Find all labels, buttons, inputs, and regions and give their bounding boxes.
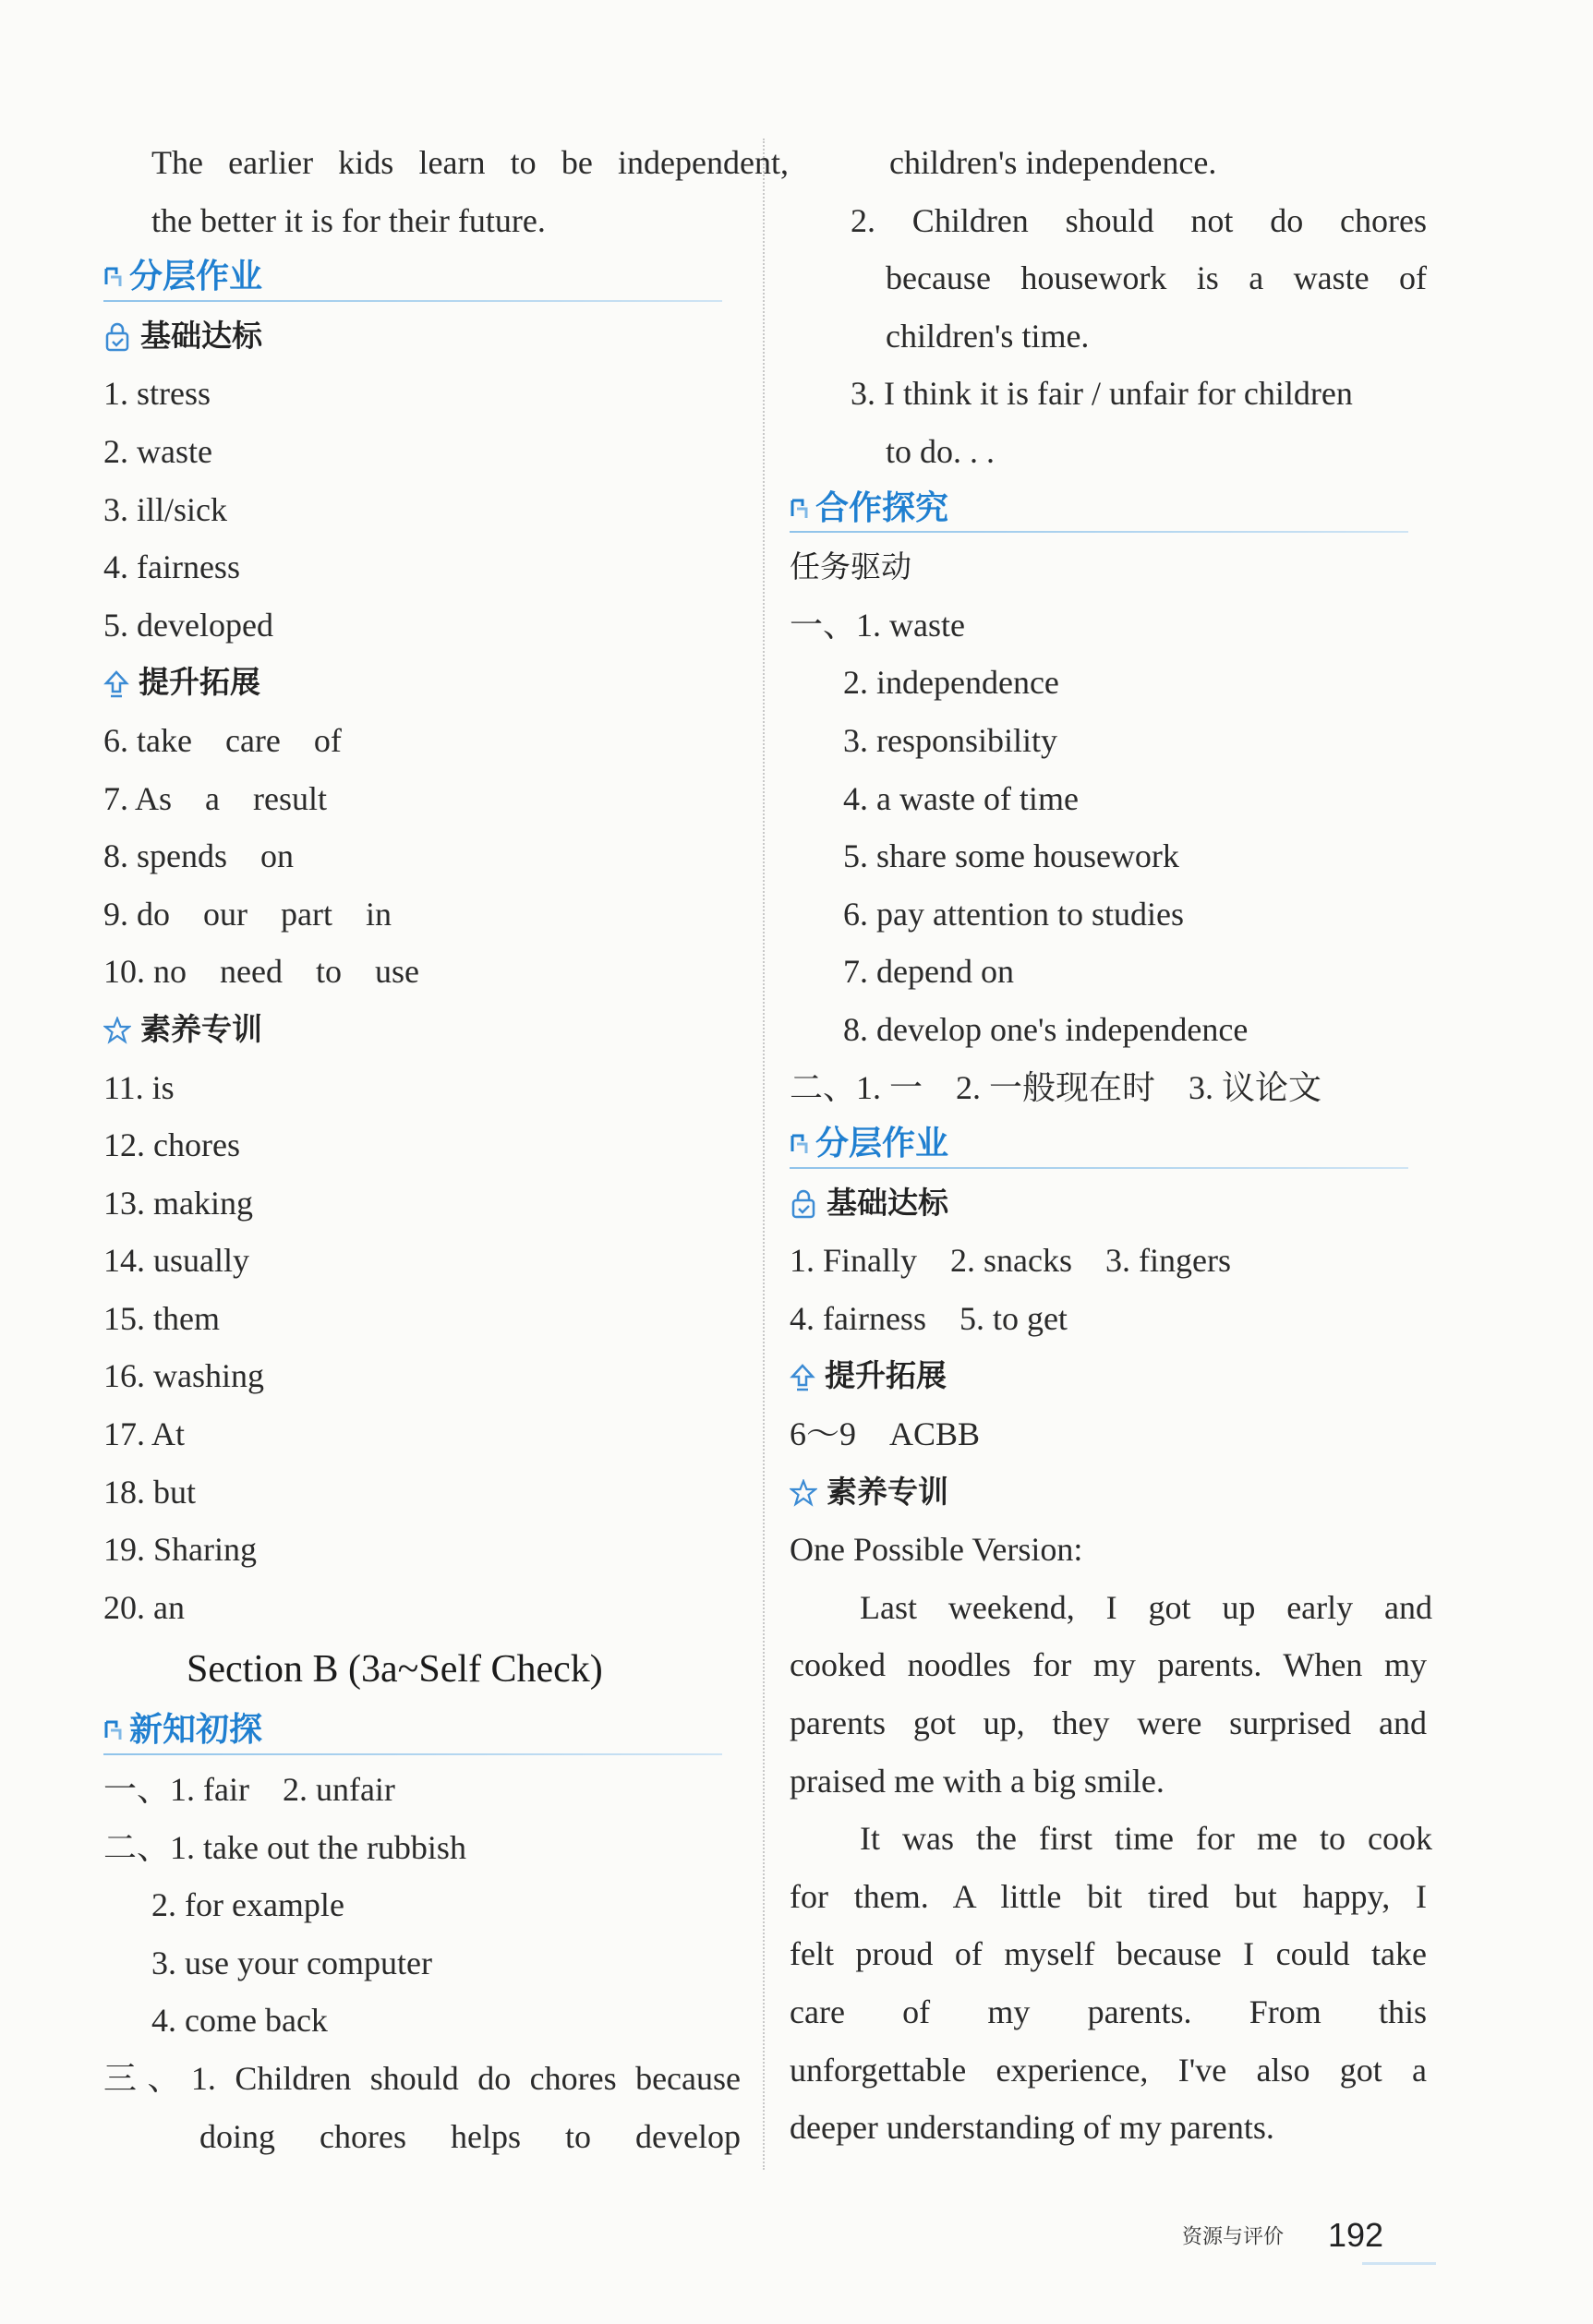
answer-item: children's independence. <box>889 144 1217 181</box>
answer-item: 1. stress <box>103 375 211 413</box>
section-rule <box>103 1753 722 1755</box>
bookmark-icon <box>103 266 124 290</box>
bookmark-icon <box>103 1719 124 1743</box>
answer-item: 1. Finally 2. snacks 3. fingers <box>790 1242 1231 1280</box>
answer-item: 18. but <box>103 1473 197 1511</box>
intro-line: the better it is for their future. <box>151 201 546 239</box>
essay-line: praised me with a big smile. <box>790 1762 1165 1800</box>
answer-item: 6. pay attention to studies <box>843 895 1184 933</box>
answer-item: 13. making <box>103 1184 253 1222</box>
answer-item: 6～9 ACBB <box>790 1415 981 1453</box>
answer-item: 2. Children should not do chores <box>851 201 1427 239</box>
answer-item: 12. chores <box>103 1126 240 1164</box>
answer-item: 8. spends on <box>103 837 294 875</box>
essay-line: It was the first time for me to cook <box>860 1820 1432 1858</box>
bookmark-icon <box>790 1133 810 1157</box>
arrow-up-icon <box>790 1363 815 1392</box>
answer-item: 3. use your computer <box>151 1944 432 1981</box>
answer-item: 二、1. take out the rubbish <box>103 1828 466 1866</box>
section-layered-homework <box>790 1116 1436 1174</box>
page-number: 192 <box>1328 2216 1384 2254</box>
right-column <box>790 134 1436 2157</box>
answer-item: 15. them <box>103 1299 220 1337</box>
lock-icon <box>790 1189 817 1219</box>
intro-line: The earlier kids learn to be independent, <box>151 144 789 181</box>
essay-heading: One Possible Version: <box>790 1531 1083 1569</box>
star-icon <box>790 1479 817 1507</box>
subhead-text: 基础达标 <box>140 317 262 354</box>
answer-item: 8. develop one's independence <box>843 1010 1249 1048</box>
answer-item: 4. come back <box>151 2002 328 2040</box>
subhead-literacy <box>790 1463 1436 1522</box>
subhead-text: 提升拓展 <box>825 1357 947 1394</box>
answer-item: 17. At <box>103 1415 186 1453</box>
essay-line: care of my parents. From this <box>790 1993 1427 2030</box>
section-title-text: 新知初探 <box>129 1711 263 1750</box>
section-rule <box>790 531 1408 533</box>
answer-item: 5. share some housework <box>843 837 1179 875</box>
answer-item: 4. fairness <box>103 548 240 586</box>
essay-line: for them. A little bit tired but happy, I <box>790 1877 1427 1915</box>
subhead-task: 任务驱动 <box>790 548 911 585</box>
section-title-text: 合作探究 <box>815 488 949 527</box>
answer-item: 2. for example <box>151 1886 344 1924</box>
answer-item: 4. fairness 5. to get <box>790 1299 1068 1337</box>
answer-item: children's time. <box>886 317 1090 355</box>
answer-item: 3. responsibility <box>843 721 1057 759</box>
subhead-basic <box>790 1174 1436 1233</box>
bookmark-icon <box>790 498 810 522</box>
subhead-text: 提升拓展 <box>139 664 260 701</box>
answer-item: 11. is <box>103 1068 175 1106</box>
answer-item: 5. developed <box>103 606 273 644</box>
section-rule <box>790 1167 1408 1169</box>
answer-item: 7. As a result <box>103 779 327 817</box>
answer-item: because housework is a waste of <box>886 259 1427 297</box>
arrow-up-icon <box>103 669 129 699</box>
section-title-text: 分层作业 <box>815 1125 949 1163</box>
section-layered-homework <box>103 249 750 307</box>
subhead-improve <box>790 1347 1436 1405</box>
answer-item: 4. a waste of time <box>843 779 1079 817</box>
page-footer <box>1182 2216 1383 2271</box>
essay-line: parents got up, they were surprised and <box>790 1704 1427 1742</box>
section-title-text: 分层作业 <box>129 258 263 296</box>
answer-item: 7. depend on <box>843 953 1014 991</box>
section-rule <box>103 300 722 302</box>
answer-item: doing chores helps to develop <box>199 2117 741 2155</box>
column-divider <box>763 138 765 2170</box>
answer-item: 三、1. Children should do chores because <box>103 2060 741 2097</box>
answer-item: 10. no need to use <box>103 953 419 991</box>
answer-item: 一、1. fair 2. unfair <box>103 1771 395 1809</box>
section-cooperative <box>790 481 1436 539</box>
answer-item: 一、1. waste <box>790 606 965 644</box>
answer-item: 3. ill/sick <box>103 490 227 528</box>
answer-item: 二、1. 一 2. 一般现在时 3. 议论文 <box>790 1068 1322 1106</box>
star-icon <box>103 1017 131 1044</box>
answer-item: 20. an <box>103 1588 185 1626</box>
answer-item: 2. waste <box>103 432 212 470</box>
essay-line: unforgettable experience, I've also got a <box>790 2051 1427 2089</box>
answer-item: 6. take care of <box>103 721 342 759</box>
essay-line: felt proud of myself because I could take <box>790 1935 1427 1973</box>
essay-line: cooked noodles for my parents. When my <box>790 1646 1427 1684</box>
answer-item: 3. I think it is fair / unfair for children <box>851 375 1353 413</box>
essay-line: deeper understanding of my parents. <box>790 2109 1274 2147</box>
answer-item: 2. independence <box>843 664 1059 702</box>
answer-item: 16. washing <box>103 1357 264 1395</box>
subhead-text: 素养专训 <box>827 1473 948 1510</box>
section-new-knowledge <box>103 1703 750 1761</box>
footer-label: 资源与评价 <box>1182 2225 1285 2249</box>
answer-item: to do. . . <box>886 432 996 470</box>
answer-item: 9. do our part in <box>103 895 392 933</box>
lock-icon <box>103 322 131 352</box>
subhead-text: 素养专训 <box>140 1010 262 1047</box>
answer-item: 19. Sharing <box>103 1531 257 1569</box>
subhead-text: 基础达标 <box>827 1184 948 1221</box>
page-number-underline <box>1362 2262 1436 2265</box>
subhead-improve <box>103 654 750 712</box>
subhead-literacy <box>103 1001 750 1059</box>
section-b-title: Section B (3a~Self Check) <box>187 1648 603 1692</box>
subhead-basic <box>103 307 750 366</box>
answer-item: 14. usually <box>103 1242 249 1280</box>
left-column <box>103 134 789 2165</box>
essay-line: Last weekend, I got up early and <box>860 1588 1432 1626</box>
